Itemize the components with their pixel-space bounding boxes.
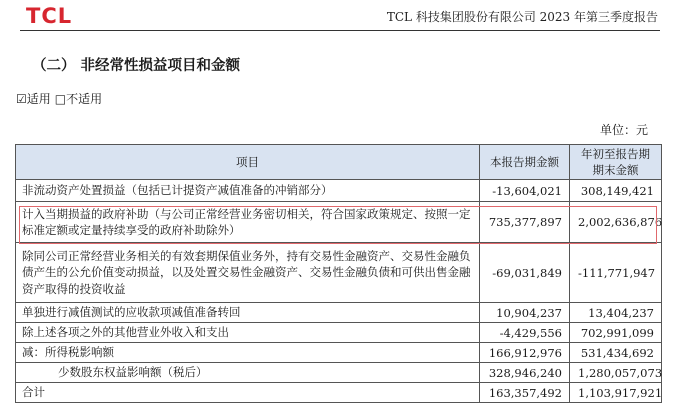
- row-ytd-value: 308,149,421: [570, 180, 662, 202]
- table-row: [16, 323, 662, 343]
- row-item: 少数股东权益影响额（税后）: [16, 363, 480, 383]
- row-item: 除同公司正常经营业务相关的有效套期保值业务外，持有交易性金融资产、交易性金融负债产生的公允价值变动损益，以及处置交易性金融资产、交易性金融负债和可供出售金融资产取得的投资收益: [16, 243, 480, 303]
- row-item: 合计: [16, 383, 480, 403]
- table-row: [16, 363, 662, 383]
- unit-label: 单位：元: [599, 123, 648, 137]
- applicability-options: [16, 90, 102, 107]
- not-applicable-checkbox-icon: □: [54, 91, 67, 106]
- row-current-value: 10,904,237: [480, 303, 570, 323]
- header-item: 项目: [16, 145, 480, 180]
- row-current-value: 166,912,976: [480, 343, 570, 363]
- tcl-logo: TCL: [26, 4, 73, 28]
- row-item: 除上述各项之外的其他营业外收入和支出: [16, 323, 480, 343]
- section-title: （二） 非经常性损益项目和金额: [32, 58, 241, 74]
- non-recurring-gains-table: [15, 144, 662, 403]
- applicable-label: 适用: [26, 92, 51, 106]
- row-ytd-value: -111,771,947: [570, 243, 662, 303]
- row-ytd-value: 531,434,692: [570, 343, 662, 363]
- row-item: 减：所得税影响额: [16, 343, 480, 363]
- row-current-value: -4,429,556: [480, 323, 570, 343]
- applicable-checkbox-icon: ☑: [16, 91, 27, 106]
- row-current-value: 163,357,492: [480, 383, 570, 403]
- table-header-row: [16, 145, 662, 180]
- header-current-period: 本报告期金额: [480, 145, 570, 180]
- row-ytd-value: 1,103,917,921: [570, 383, 662, 403]
- row-current-value: 328,946,240: [480, 363, 570, 383]
- row-item: 单独进行减值测试的应收款项减值准备转回: [16, 303, 480, 323]
- row-current-value: 735,377,897: [480, 202, 570, 243]
- table-row: [16, 343, 662, 363]
- row-item: 非流动资产处置损益（包括已计提资产减值准备的冲销部分）: [16, 180, 480, 202]
- row-current-value: -69,031,849: [480, 243, 570, 303]
- header-divider: [20, 30, 660, 31]
- header-ytd-line1: 年初至报告期: [581, 147, 650, 161]
- report-title: TCL 科技集团股份有限公司 2023 年第三季度报告: [386, 10, 658, 24]
- row-ytd-value: 2,002,636,876: [570, 202, 662, 243]
- row-current-value: -13,604,021: [480, 180, 570, 202]
- row-ytd-value: 13,404,237: [570, 303, 662, 323]
- header-ytd: [570, 145, 662, 180]
- row-ytd-value: 702,991,099: [570, 323, 662, 343]
- row-ytd-value: 1,280,057,073: [570, 363, 662, 383]
- table-row-total: [16, 383, 662, 403]
- not-applicable-label: 不适用: [66, 92, 103, 106]
- row-item: 计入当期损益的政府补助（与公司正常经营业务密切相关，符合国家政策规定、按照一定标准定额或定量持续享受的政府补助除外）: [16, 202, 480, 243]
- table-row: [16, 303, 662, 323]
- table-row: [16, 180, 662, 202]
- header-ytd-line2: 期末金额: [592, 163, 639, 177]
- table-row: [16, 202, 662, 243]
- table-row: [16, 243, 662, 303]
